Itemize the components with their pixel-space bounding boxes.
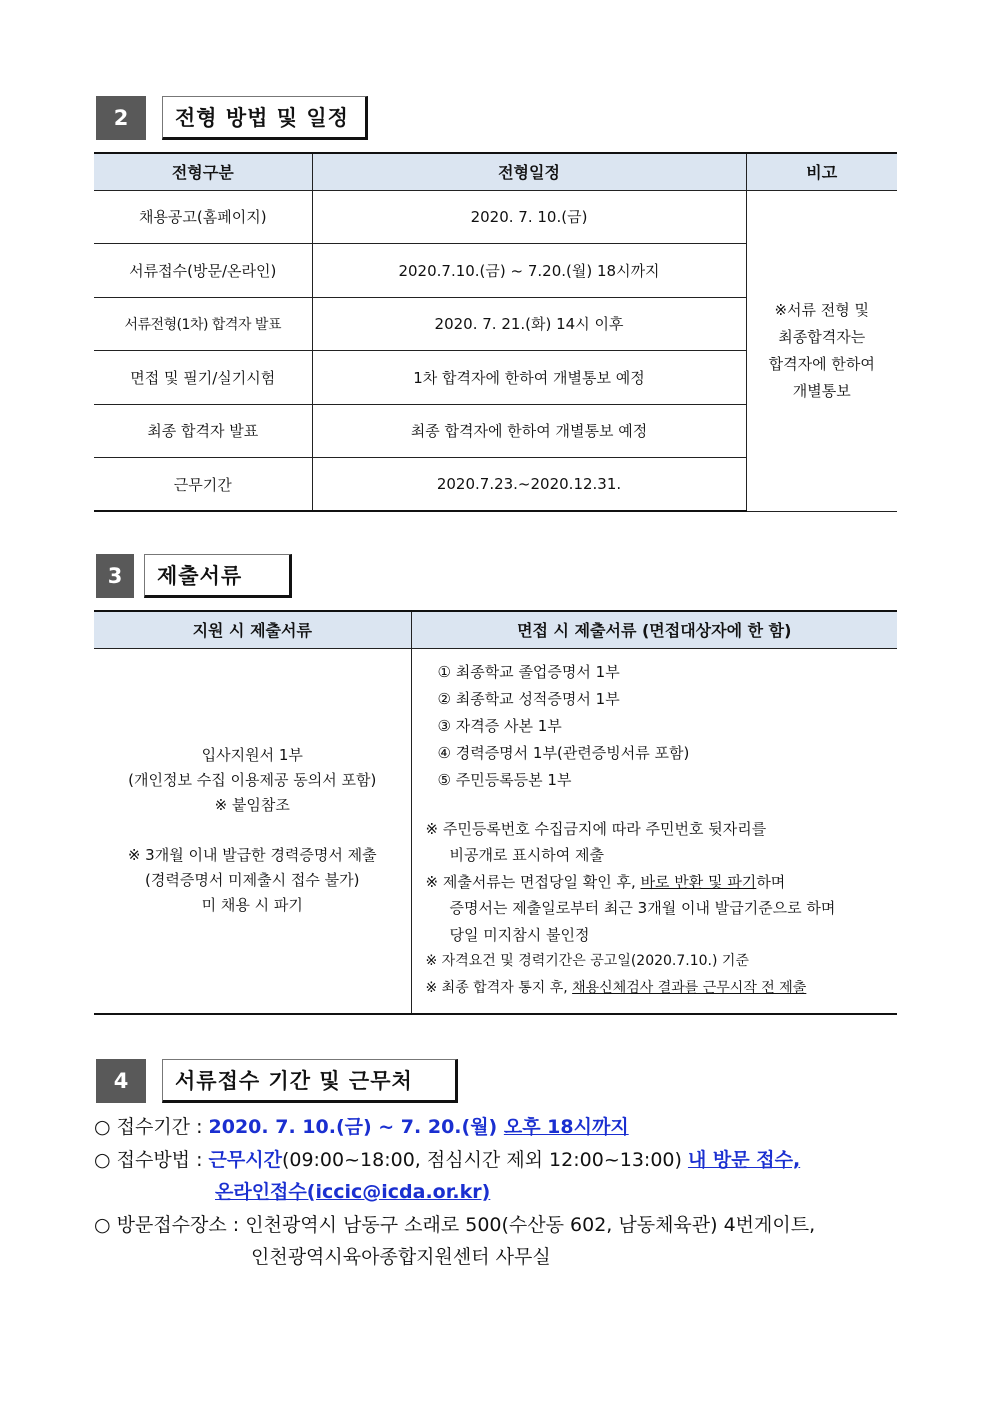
row-category: 근무기간 [94, 458, 312, 512]
section-3-header [96, 554, 292, 598]
section-number: 3 [96, 554, 134, 598]
section-number: 2 [96, 96, 146, 140]
row-category: 채용공고(홈페이지) [94, 190, 312, 244]
reception-online [215, 1177, 490, 1204]
note-text: ※ 최종 합격자 통지 후, [425, 979, 573, 996]
method-label: ○ 접수방법 : [94, 1149, 209, 1171]
note-line: 증명서는 제출일로부터 최근 3개월 이내 발급기준으로 하며 [449, 899, 836, 917]
reception-place [94, 1210, 815, 1237]
note-underlined: 바로 반환 및 파기 [640, 872, 757, 891]
note-line: 당일 미지참시 불인정 [449, 925, 590, 944]
documents-table [94, 610, 897, 1015]
header-apply-docs: 지원 시 제출서류 [94, 611, 411, 648]
spacer [426, 794, 898, 816]
header-interview-docs: 면접 시 제출서류 (면접대상자에 한 함) [411, 611, 897, 648]
row-category: 서류전형(1차) 합격자 발표 [94, 297, 312, 351]
method-visit: 내 방문 접수, [687, 1149, 801, 1171]
method-hours: 근무시간 [208, 1149, 282, 1171]
doc-item: ③ 자격증 사본 1부 [437, 716, 562, 735]
spacer [94, 818, 411, 843]
row-schedule: 2020. 7. 21.(화) 14시 이후 [312, 297, 746, 351]
online-email-link[interactable]: 온라인접수(iccic@icda.or.kr) [215, 1181, 491, 1203]
header-note: 비고 [746, 153, 897, 190]
section-title: 제출서류 [144, 554, 292, 598]
note-text: ※ 제출서류는 면접당일 확인 후, [425, 872, 641, 891]
table-header-row [94, 153, 897, 190]
period-value: 2020. 7. 10.(금) ~ 7. 20.(월) [208, 1116, 504, 1138]
apply-line: ※ 3개월 이내 발급한 경력증명서 제출 [127, 846, 377, 865]
header-schedule: 전형일정 [312, 153, 746, 190]
note-line [426, 975, 898, 1002]
note-cell [746, 190, 897, 511]
doc-item: ② 최종학교 성적증명서 1부 [437, 689, 620, 708]
note-line: 합격자에 한하여 [768, 354, 875, 373]
place-label: ○ 방문접수장소 : [94, 1214, 246, 1236]
apply-line: (개인정보 수집 이용제공 동의서 포함) [128, 771, 377, 790]
note-line: 비공개로 표시하여 제출 [449, 846, 604, 864]
note-line: ※서류 전형 및 [774, 300, 870, 319]
note-text: 하며 [756, 872, 786, 891]
doc-item: ⑤ 주민등록등본 1부 [437, 770, 572, 789]
apply-line: ※ 붙임참조 [214, 796, 290, 815]
apply-line: (경력증명서 미제출시 접수 불가) [145, 871, 360, 890]
note-underlined: 채용신체검사 결과를 근무시작 전 제출 [572, 979, 807, 996]
row-category: 서류접수(방문/온라인) [94, 244, 312, 298]
row-schedule: 최종 합격자에 한하여 개별통보 예정 [312, 404, 746, 458]
schedule-table [94, 152, 897, 512]
period-deadline: 오후 18시까지 [503, 1116, 629, 1138]
reception-method [94, 1145, 800, 1172]
section-4-header [96, 1059, 458, 1103]
note-line: ※ 주민등록번호 수집금지에 따라 주민번호 뒷자리를 [425, 819, 767, 838]
reception-place-line2 [251, 1242, 551, 1269]
row-schedule: 2020. 7. 10.(금) [312, 190, 746, 244]
apply-line: 입사지원서 1부 [201, 746, 303, 765]
section-title: 전형 방법 및 일정 [162, 96, 368, 140]
place-address: 인천광역시 남동구 소래로 500(수산동 602, 남동체육관) 4번게이트, [245, 1214, 816, 1236]
row-schedule: 2020.7.10.(금) ~ 7.20.(월) 18시까지 [312, 244, 746, 298]
note-line: 최종합격자는 [778, 327, 866, 346]
note-line: 개별통보 [792, 381, 851, 400]
section-2-header [96, 96, 368, 140]
place-office: 인천광역시육아종합지원센터 사무실 [251, 1246, 551, 1268]
section-title: 서류접수 기간 및 근무처 [162, 1059, 458, 1103]
note-line [426, 869, 898, 896]
table-row [94, 190, 897, 244]
row-category: 최종 합격자 발표 [94, 404, 312, 458]
reception-period [94, 1112, 629, 1139]
row-category: 면접 및 필기/실기시험 [94, 351, 312, 405]
doc-item: ① 최종학교 졸업증명서 1부 [437, 662, 620, 681]
period-label: ○ 접수기간 : [94, 1116, 209, 1138]
header-category: 전형구분 [94, 153, 312, 190]
table-header-row [94, 611, 897, 648]
method-text: (09:00~18:00, 점심시간 제외 12:00~13:00) [281, 1149, 688, 1171]
interview-docs-cell [411, 648, 897, 1014]
apply-line: 미 채용 시 파기 [201, 896, 303, 915]
doc-item: ④ 경력증명서 1부(관련증빙서류 포함) [437, 743, 690, 762]
row-schedule: 1차 합격자에 한하여 개별통보 예정 [312, 351, 746, 405]
section-number: 4 [96, 1059, 146, 1103]
row-schedule: 2020.7.23.~2020.12.31. [312, 458, 746, 512]
apply-docs-cell [94, 648, 411, 1014]
table-row [94, 648, 897, 1014]
note-line: ※ 자격요건 및 경력기간은 공고일(2020.7.10.) 기준 [425, 953, 749, 969]
